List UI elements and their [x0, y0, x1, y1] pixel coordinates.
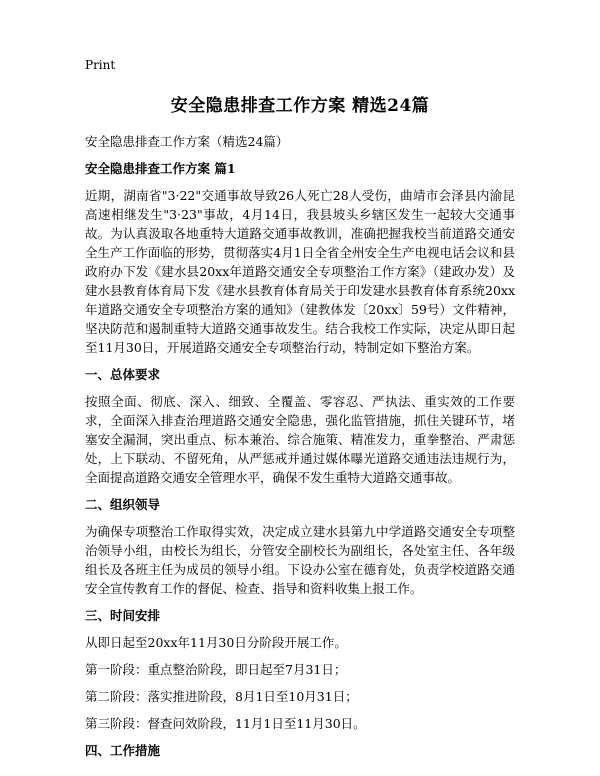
paragraph-overall-requirements: 按照全面、彻底、深入、细致、全覆盖、零容忍、严执法、重实效的工作要求，全面深入排查治理道路交通安全隐患，强化监管措施，抓住关键环节，堵塞安全漏洞，突出重点、标本兼治、综合施策、精准发力，重拳整治、严肃惩处，上下联动、不留死角，从严惩戒并通过媒体曝光道路交通违法违规行为，全面提高道路交通安全管理水平，确保不发生重特大道路交通事故。: [85, 394, 515, 485]
paragraph-phase-2: 第二阶段：落实推进阶段，8月1日至10月31日；: [85, 689, 358, 704]
document-subtitle: 安全隐患排查工作方案（精选24篇）: [85, 134, 289, 149]
section-heading-part1: 安全隐患排查工作方案 篇1: [85, 161, 236, 176]
section-heading-organization: 二、组织领导: [85, 497, 161, 512]
section-heading-work-measures: 四、工作措施: [85, 743, 161, 758]
paragraph-phase-3: 第三阶段：督查问效阶段，11月1日至11月30日。: [85, 716, 366, 731]
section-heading-schedule: 三、时间安排: [85, 608, 161, 623]
section-heading-overall-requirements: 一、总体要求: [85, 367, 161, 382]
paragraph-phase-1: 第一阶段：重点整治阶段，即日起至7月31日；: [85, 662, 347, 677]
paragraph-schedule-overview: 从即日起至20xx年11月30日分阶段开展工作。: [85, 635, 347, 650]
paragraph-introduction: 近期，湖南省"3·22"交通事故导致26人死亡28人受伤，曲靖市会泽县内渝昆高速相继发生"3·23"事故，4月14日，我县坡头乡辖区发生一起较大交通事故。为认真汲取各地重特大道路交通事故教训，准确把握我校当前道路交通安全生产工作面临的形势，贯彻落实4月1日全省全州安全生产电视电话会议和县政府办下发《建水县20xx年道路交通安全专项整治工作方案》（建政办发）及建水县教育体育局下发《建水县教育体育局关于印发建水县教育体育系统20xx年道路交通安全专项整治方案的通知》（建教体发〔20xx〕59号）文件精神，坚决防范和遏制重特大道路交通事故发生。结合我校工作实际，决定从即日起至11月30日，开展道路交通安全专项整治行动，特制定如下整治方案。: [85, 188, 516, 355]
paragraph-organization: 为确保专项整治工作取得实效，决定成立建水县第九中学道路交通安全专项整治领导小组，由校长为组长，分管安全副校长为副组长，各处室主任、各年级组长及各班主任为成员的领导小组。下设办公室在德育处，负责学校道路交通安全宣传教育工作的督促、检查、指导和资料收集上报工作。: [85, 524, 515, 596]
document-title: 安全隐患排查工作方案 精选24篇: [170, 96, 430, 116]
print-button[interactable]: Print: [85, 58, 116, 72]
